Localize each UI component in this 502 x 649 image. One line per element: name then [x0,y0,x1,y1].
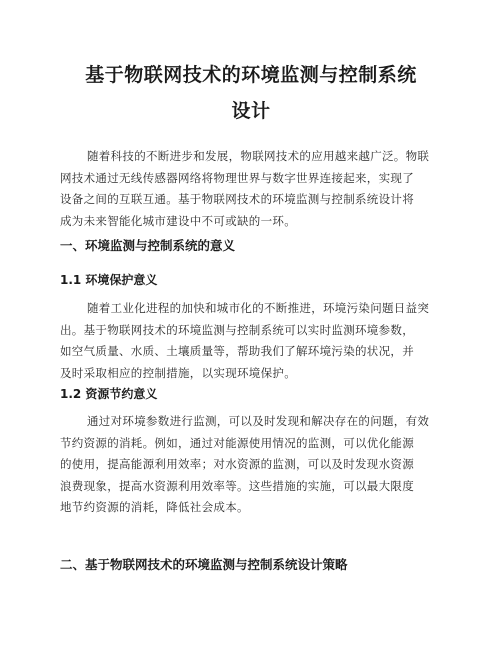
document-title-line-2: 设计 [231,100,271,122]
paragraph-line: 的使用，提高能源利用效率；对水资源的监测，可以及时发现水资源 [60,457,414,471]
paragraph-line: 及时采取相应的控制措施，以实现环境保护。 [60,365,296,380]
paragraph-line: 如空气质量、水质、土壤质量等，帮助我们了解环境污染的状况，并 [60,344,414,358]
document-title-line-1: 基于物联网技术的环境监测与控制系统 [85,64,417,86]
intro-paragraph [60,146,446,232]
subsection-1-2-heading: 1.2 资源节约意义 [60,387,158,401]
subsection-1-1-paragraph [60,298,446,384]
subsection-1-2-paragraph [60,411,446,519]
intro-line: 随着科技的不断进步和发展，物联网技术的应用越来越广泛。物联 [87,149,430,163]
paragraph-line: 通过对环境参数进行监测，可以及时发现和解决存在的问题，有效 [87,414,430,428]
intro-line: 成为未来智能化城市建设中不可或缺的一环。 [60,213,296,228]
paragraph-line: 随着工业化进程的加快和城市化的不断推进，环境污染问题日益突 [87,301,430,315]
section-2-heading: 二、基于物联网技术的环境监测与控制系统设计策略 [60,557,348,572]
paragraph-line: 浪费现象，提高水资源利用效率等。这些措施的实施，可以最大限度 [60,478,414,493]
paragraph-line: 地节约资源的消耗，降低社会成本。 [60,500,249,514]
section-1-heading: 一、环境监测与控制系统的意义 [60,238,236,253]
paragraph-line: 出。基于物联网技术的环境监测与控制系统可以实时监测环境参数， [60,322,414,337]
intro-line: 网技术通过无线传感器网络将物理世界与数字世界连接起来，实现了 [60,170,414,185]
subsection-1-1-heading: 1.1 环境保护意义 [60,273,158,287]
intro-line: 设备之间的互联互通。基于物联网技术的环境监测与控制系统设计将 [60,192,414,206]
paragraph-line: 节约资源的消耗。例如，通过对能源使用情况的监测，可以优化能源 [60,435,414,450]
